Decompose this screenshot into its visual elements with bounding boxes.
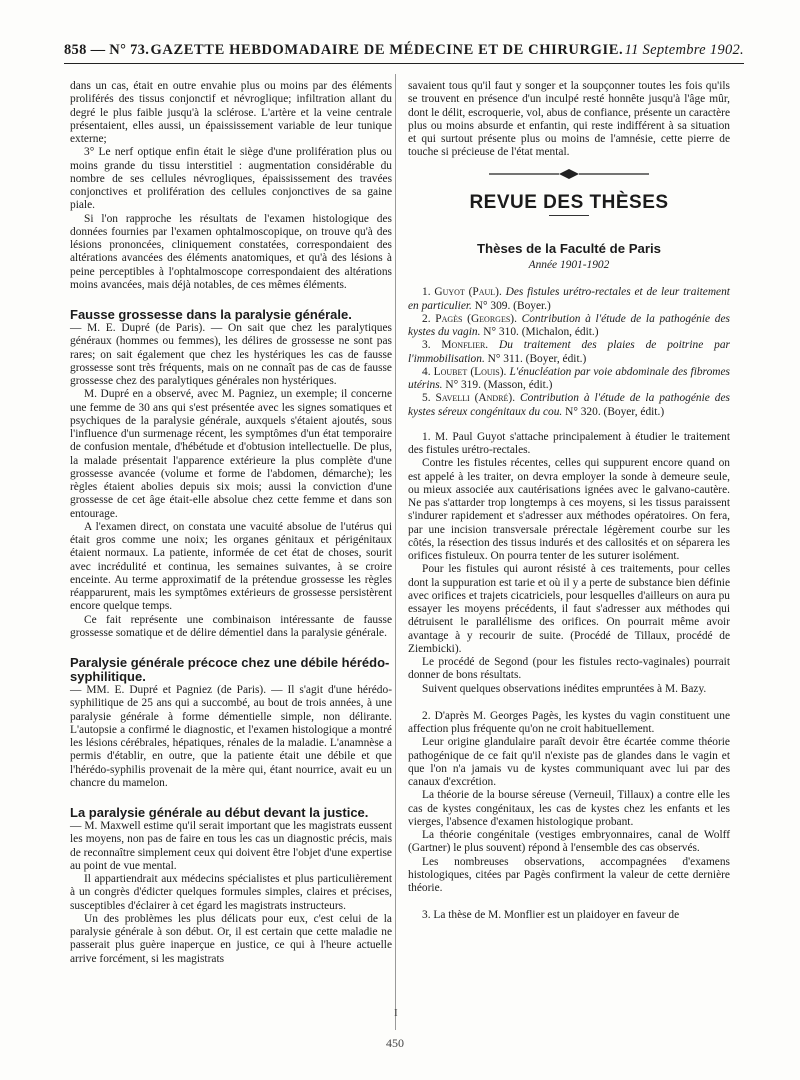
paragraph: La théorie de la bourse séreuse (Verneuil, Tillaux) a contre elle les cas de kystes congénitaux, les cas de kystes chez les enfants et les vierges, l'absence d'examen histologique probant.: [408, 789, 730, 828]
paragraph: Contre les fistules récentes, celles qui suppurent encore quand on est appelé à les traiter, on devra employer la sonde à demeure seule, ou mieux associée aux cautérisations ignées avec le galvano-cautère. Ne pas s'attarder trop longtemps à ces moyens, si les tissus paraissent s'indurer rapidement et s'adresser aux méthodes opératoires. On fera, par une incision transversale prérectale légèrement courbe sur les côtés, la résection des tissus indurés et des callosités et on séparera les orifices fistuleux. On pourra tenter de les suturer isolément.: [408, 457, 730, 562]
paragraph: savaient tous qu'il faut y songer et la soupçonner toutes les fois qu'ils se trouvent en présence d'un inculpé resté honnête jusqu'à l'âge mûr, dont le délit, escroquerie, vol, abus de confiance, présente un caractère plus ou moins absurde et enfantin, qui reste indifférent à sa situation et qui surtout présente plus ou moins de l'amnésie, cette pierre de touche si précieuse de l'état mental.: [408, 80, 730, 159]
paragraph: Si l'on rapproche les résultats de l'examen histologique des données fournies par l'examen ophtalmoscopique, on trouve qu'à des lésions prononcées, cliniquement constatées, correspondaient des altérations avancées des éléments anatomiques, et qu'à des lésions à peine perceptibles à l'ophtalmoscope correspondaient des altérations moins avancées, mais déjà notables, de ces mêmes éléments.: [70, 212, 392, 291]
paragraph: M. Dupré en a observé, avec M. Pagniez, un exemple; il concerne une femme de 30 ans qui s'est présentée avec les signes somatiques et psychiques de la paralysie générale, auxquels s'étaient ajoutés, sous l'influence d'un surmenage récent, les symptômes d'un état temporaire de confusion mentale, d'hébétude et d'obtusion intellectuelle. De plus, la malade présentait l'apparence extérieure la plus complète d'une grossesse avancée (volume et forme de l'abdomen, démarche); les règles étaient abolies depuis six mois; aussi la conviction d'une grossesse de cet âge était-elle absolue chez cette femme et dans son entourage.: [70, 388, 392, 520]
folio-number: 450: [386, 1036, 404, 1050]
issue-date: 11 Septembre 1902.: [624, 42, 744, 58]
paragraph: A l'examen direct, on constata une vacuité absolue de l'utérus qui était gros comme une noix; les organes génitaux et périgénitaux étaient normaux. La patiente, informée de cet état de choses, sourit avec incrédulité et continua, les semaines suivantes, à se croire enceinte. Au terme approximatif de la prétendue grossesse les règles réapparurent, mais les symptômes extérieurs de grossesse persistèrent encore quelque temps.: [70, 520, 392, 613]
heading-rule: [549, 215, 589, 216]
ornament-rule: [408, 168, 730, 180]
paragraph: 3. La thèse de M. Monflier est un plaidoyer en faveur de: [422, 909, 680, 922]
section-heading-revue-des-theses: REVUE DES THÈSES: [469, 191, 669, 213]
paragraph: Leur origine glandulaire paraît devoir être écartée comme théorie pathogénique de ce fait qu'il n'existe pas de glandes dans le vagin et que l'on n'a jamais vu de kystes communiquant avec lui par des canaux d'excrétion.: [408, 736, 730, 788]
paragraph: — MM. E. Dupré et Pagniez (de Paris). — Il s'agit d'une hérédo-syphilitique de 25 ans qui a succombé, au bout de trois années, à une paralysie générale à forme démentielle simple, non délirante. L'autopsie a confirmé le diagnostic, et l'examen histologique a montré les lésions cérébrales, hépatiques, rénales de la maladie. L'anamnèse a permis d'établir, en outre, que la patiente était une débile et que l'hérédo-syphilis provenait de la mère qui, étant nourrice, avait eu un chancre du mamelon.: [70, 684, 392, 789]
journal-title: GAZETTE HEBDOMADAIRE DE MÉDECINE ET DE CHIRURGIE.: [150, 42, 624, 58]
section-title-paralysie-precoce: Paralysie générale précoce chez une débile hérédo-syphilitique.: [70, 655, 390, 684]
section-title-fausse-grossesse: Fausse grossesse dans la paralysie générale.: [70, 307, 352, 322]
list-item: 4. Loubet (Louis). L'énucléation par voie abdominale des fibromes utérins. N° 319. (Masson, édit.): [408, 365, 730, 391]
faculty-heading: Thèses de la Faculté de Paris: [477, 240, 661, 256]
paragraph: Le procédé de Segond (pour les fistules recto-vaginales) pourrait donner de bons résultats.: [408, 656, 730, 682]
paragraph: 2. D'après M. Georges Pagès, les kystes du vagin constituent une affection plus fréquente qu'on ne croit habituellement.: [408, 709, 730, 735]
paragraph: Il appartiendrait aux médecins spécialistes et plus particulièrement à un congrès d'édicter quelques formules simples, claires et précises, susceptibles d'éclairer à cet égard les magistrats instructeurs.: [70, 873, 392, 912]
paragraph: 3° Le nerf optique enfin était le siège d'une prolifération plus ou moins grande du tissu interstitiel : augmentation considérable du nombre de ses cellules névrogliques, épaississement des travées conjonctives et prolifération des cellules conjonctives de sa gaine piale.: [70, 146, 392, 212]
paragraph: 1. M. Paul Guyot s'attache principalement à étudier le traitement des fistules urétro-rectales.: [408, 430, 730, 456]
left-column: [70, 80, 392, 966]
right-column: [408, 80, 730, 923]
paragraph: Les nombreuses observations, accompagnées d'examens histologiques, citées par Pagès confirment la valeur de cette dernière théorie.: [408, 855, 730, 894]
paragraph: Un des problèmes les plus délicats pour eux, c'est celui de la paralysie générale à son début. Or, il est certain que cette maladie ne passerait plus guère inaperçue en justice, ce qui à l'heure actuelle arrive forcément, si les magistrats: [70, 912, 392, 965]
page-number: 858 — N° 73.: [64, 42, 150, 58]
paragraph: — M. E. Dupré (de Paris). — On sait que chez les paralytiques généraux (hommes ou femmes), les délires de grossesse ne sont pas rares; on sait également que chez les hystériques les cas de fausse grossesse sont très fréquents, mais on ne connaît pas de cas de fausse grossesse chez des paralytiques générales non hystériques.: [70, 322, 392, 387]
margin-mark: I: [394, 1007, 398, 1019]
thesis-list: [408, 286, 730, 419]
academic-year: Année 1901-1902: [528, 259, 610, 271]
list-item: 1. Guyot (Paul). Des fistules urétro-rectales et de leur traitement en particulier. N° 309. (Boyer.): [408, 286, 730, 312]
running-header: [64, 38, 744, 64]
column-divider: [395, 74, 396, 1030]
paragraph: Suivent quelques observations inédites empruntées à M. Bazy.: [422, 682, 707, 695]
list-item: 2. Pagès (Georges). Contribution à l'étude de la pathogénie des kystes du vagin. N° 310. (Michalon, édit.): [408, 312, 730, 338]
paragraph: — M. Maxwell estime qu'il serait important que les magistrats eussent les moyens, non pas de faire en tous les cas un diagnostic précis, mais de reconnaître simplement ceux qui doivent être l'objet d'une expertise au point de vue mental.: [70, 820, 392, 872]
section-title-justice: La paralysie générale au début devant la justice.: [70, 805, 369, 820]
list-item: 5. Savelli (André). Contribution à l'étude de la pathogénie des kystes séreux congénitaux du cou. N° 320. (Boyer, édit.): [408, 392, 730, 418]
list-item: 3. Monflier. Du traitement des plaies de poitrine par l'immobilisation. N° 311. (Boyer, édit.): [408, 339, 730, 365]
paragraph: Ce fait représente une combinaison intéressante de fausse grossesse somatique et de délire démentiel dans la paralysie générale.: [70, 613, 392, 639]
paragraph: Pour les fistules qui auront résisté à ces traitements, pour celles dont la suppuration est tarie et où il y a perte de substance bien définie avec orifices et trajets cicatriciels, pour lesquelles d'ailleurs on aura pu essayer les moyens précédents, il faut s'adresser aux méthodes qui détruisent le parallélisme des orifices. On pourrait même avoir avantage à y recourir de suite. (Procédé de Tillaux, procédé de Ziembicki).: [408, 563, 730, 655]
paragraph: La théorie congénitale (vestiges embryonnaires, canal de Wolff (Gartner) le plus souvent) répond à l'ensemble des cas observés.: [408, 829, 730, 855]
paragraph: dans un cas, était en outre envahie plus ou moins par des éléments proliférés des tissus conjonctif et névroglique; infiltration allant du degré le plus faible jusqu'à la sclérose. L'artère et la veine centrale présentaient, elles aussi, un épaississement variable de leur tunique externe;: [70, 80, 392, 145]
